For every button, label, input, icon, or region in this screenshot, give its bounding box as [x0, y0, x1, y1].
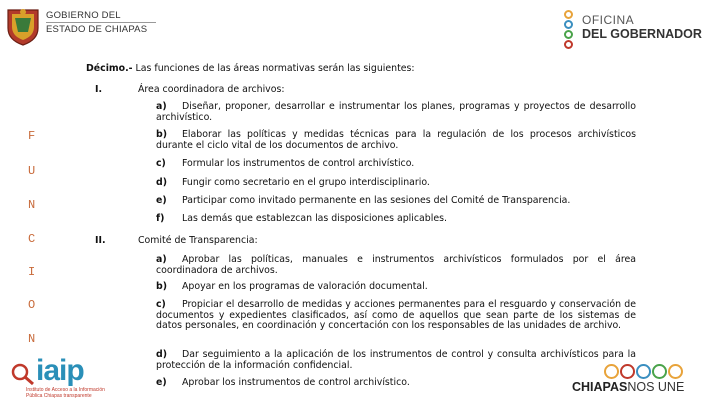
- heading-bold: Décimo.-: [86, 63, 133, 74]
- gobierno-line1: GOBIERNO DEL: [46, 10, 121, 21]
- list-item: e) Aprobar los instrumentos de control archivístico.: [156, 377, 410, 388]
- oficina-line2: DEL GOBERNADOR: [582, 27, 702, 41]
- gobierno-line2: ESTADO DE CHIAPAS: [46, 24, 148, 35]
- list-item: b) Apoyar en los programas de valoración documental.: [156, 281, 428, 292]
- list-item: f) Las demás que establezcan las disposiciones aplicables.: [156, 213, 447, 224]
- magnifier-icon: [10, 362, 36, 386]
- section-title: Comité de Transparencia:: [138, 235, 258, 246]
- list-item: b) Elaborar las políticas y medidas técnicas para la regulación de los procesos archivísticos durante el ciclo vital de los documentos de archivo.: [156, 129, 636, 151]
- document-heading: [86, 63, 415, 74]
- list-item: c) Propiciar el desarrollo de medidas y acciones permanentes para el resguardo y conservación de documentos y expedientes clasificados, así como de aquellos que sean parte de los sistemas de datos personales, en coordinación y concertación con los responsables de las unidades de archivo.: [156, 299, 636, 332]
- section-number: I.: [95, 84, 103, 95]
- list-item: e) Participar como invitado permanente en las sesiones del Comité de Transparencia.: [156, 195, 571, 206]
- iaip-logo: [6, 354, 124, 405]
- vertical-letter: O: [28, 298, 36, 312]
- vertical-letter: U: [28, 164, 36, 178]
- vertical-letter: F: [28, 129, 36, 143]
- chiapas-bold: CHIAPAS: [572, 380, 628, 394]
- list-item: a) Aprobar las políticas, manuales e instrumentos archivísticos formulados por el área coordinadora de archivos.: [156, 254, 636, 276]
- oficina-line1: OFICINA: [582, 13, 635, 27]
- heading-text: Las funciones de las áreas normativas serán las siguientes:: [132, 63, 415, 74]
- list-item: a) Diseñar, proponer, desarrollar e instrumentar los planes, programas y proyectos de desarrollo archivístico.: [156, 101, 636, 123]
- chiapas-nos-une-logo: [572, 364, 718, 404]
- iaip-word: iaip: [36, 354, 84, 387]
- vertical-letter: I: [28, 265, 36, 279]
- vertical-letter: N: [28, 332, 36, 346]
- iaip-subtitle: Instituto de Acceso a la Información Pública Chiapas transparente: [26, 387, 105, 399]
- section-number: II.: [95, 235, 106, 246]
- list-item: d) Dar seguimiento a la aplicación de los instrumentos de control y consulta archivísticos para la protección de la información confidencial.: [156, 349, 636, 371]
- list-item: c) Formular los instrumentos de control archivístico.: [156, 158, 415, 169]
- list-item: d) Fungir como secretario en el grupo interdisciplinario.: [156, 177, 430, 188]
- vertical-letter: N: [28, 198, 36, 212]
- chiapas-normal: NOS UNE: [627, 380, 685, 394]
- vertical-letter: C: [28, 232, 36, 246]
- section-title: Área coordinadora de archivos:: [138, 84, 285, 95]
